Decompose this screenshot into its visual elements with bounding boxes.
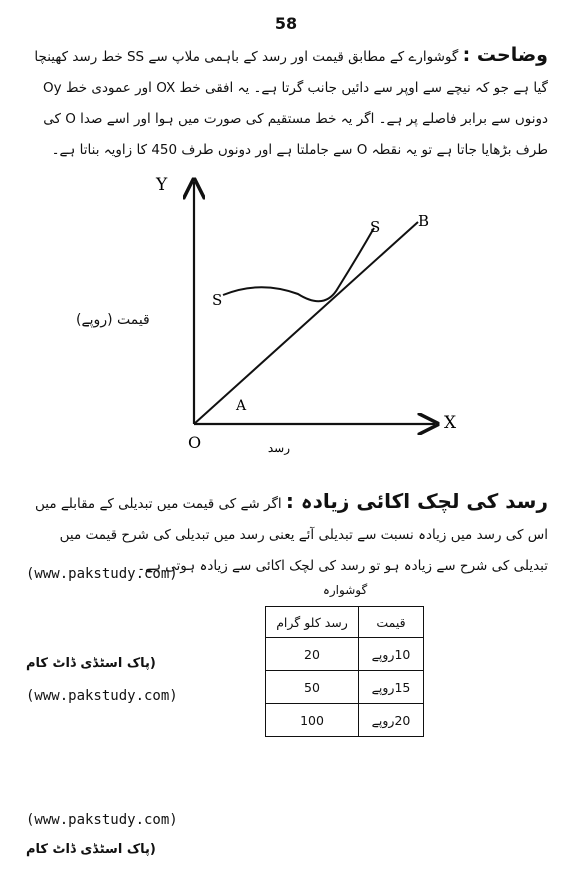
y-axis-label: Y — [156, 175, 168, 195]
table-row — [266, 638, 424, 671]
table-header-row — [266, 607, 424, 638]
explanation-text: گوشوارے کے مطابق قیمت اور رسد کے باہمی ملاپ سے SS خط رسد کھینچا گیا ہے جو کہ نیچے سے اوپر سے دائیں جانب گرتا ہے۔ یہ افقی خط OX اور عمودی خط Oy دونوں سے برابر فاصلے پر ہے۔ اگر یہ خط مستقیم کی صورت میں ہوا اور اسے صدا O کی طرف بڑھایا جاتا ہے تو یہ نقطہ O سے جاملتا ہے اور دونوں طرف 450 کا زاویہ بناتا ہے۔ — [34, 49, 548, 158]
cell-supply: 100 — [266, 704, 359, 737]
watermark-url: (www.pakstudy.com) — [26, 688, 178, 704]
unit-elastic-text: اگر شے کی قیمت میں تبدیلی کے مقابلے میں اس کی رسد میں زیادہ نسبت سے تبدیلی آئے یعنی رسد میں تبدیلی کی شرح قیمت میں تبدیلی کی شرح سے زیادہ ہو تو رسد کی لچک اکائی سے زیادہ ہوتی ہے۔ — [34, 496, 548, 574]
table-row — [266, 671, 424, 704]
page-number: 58 — [274, 14, 298, 33]
price-supply-table — [265, 606, 424, 737]
table-caption: گوشوارہ — [322, 583, 368, 597]
curve-ss — [223, 228, 374, 301]
header-supply: رسد کلو گرام — [266, 607, 359, 638]
x-axis-label: X — [444, 413, 457, 433]
x-axis-title: رسد — [267, 441, 290, 455]
watermark-url: (www.pakstudy.com) — [26, 566, 178, 582]
cell-supply: 50 — [266, 671, 359, 704]
unit-elastic-heading: رسد کی لچک اکائی زیادہ : — [285, 489, 548, 513]
supply-curve-diagram — [150, 160, 460, 470]
cell-supply: 20 — [266, 638, 359, 671]
line-label-end: B — [418, 212, 430, 230]
watermark-urdu: (پاک اسٹڈی ڈاٹ کام — [26, 656, 156, 671]
line-ob — [194, 222, 418, 424]
watermark-url: (www.pakstudy.com) — [26, 812, 178, 828]
curve-label-end: S — [370, 218, 381, 236]
line-label-start: A — [236, 398, 247, 414]
explanation-heading: وضاحت : — [462, 44, 548, 66]
y-axis-title: قیمت (روپے) — [76, 312, 150, 328]
watermark-urdu: (پاک اسٹڈی ڈاٹ کام — [26, 842, 156, 857]
cell-price: 15روپے — [359, 671, 424, 704]
cell-price: 20روپے — [359, 704, 424, 737]
curve-label-start: S — [212, 291, 223, 309]
explanation-paragraph — [26, 40, 548, 166]
header-price: قیمت — [359, 607, 424, 638]
origin-label: O — [188, 433, 202, 452]
table-row — [266, 704, 424, 737]
cell-price: 10روپے — [359, 638, 424, 671]
